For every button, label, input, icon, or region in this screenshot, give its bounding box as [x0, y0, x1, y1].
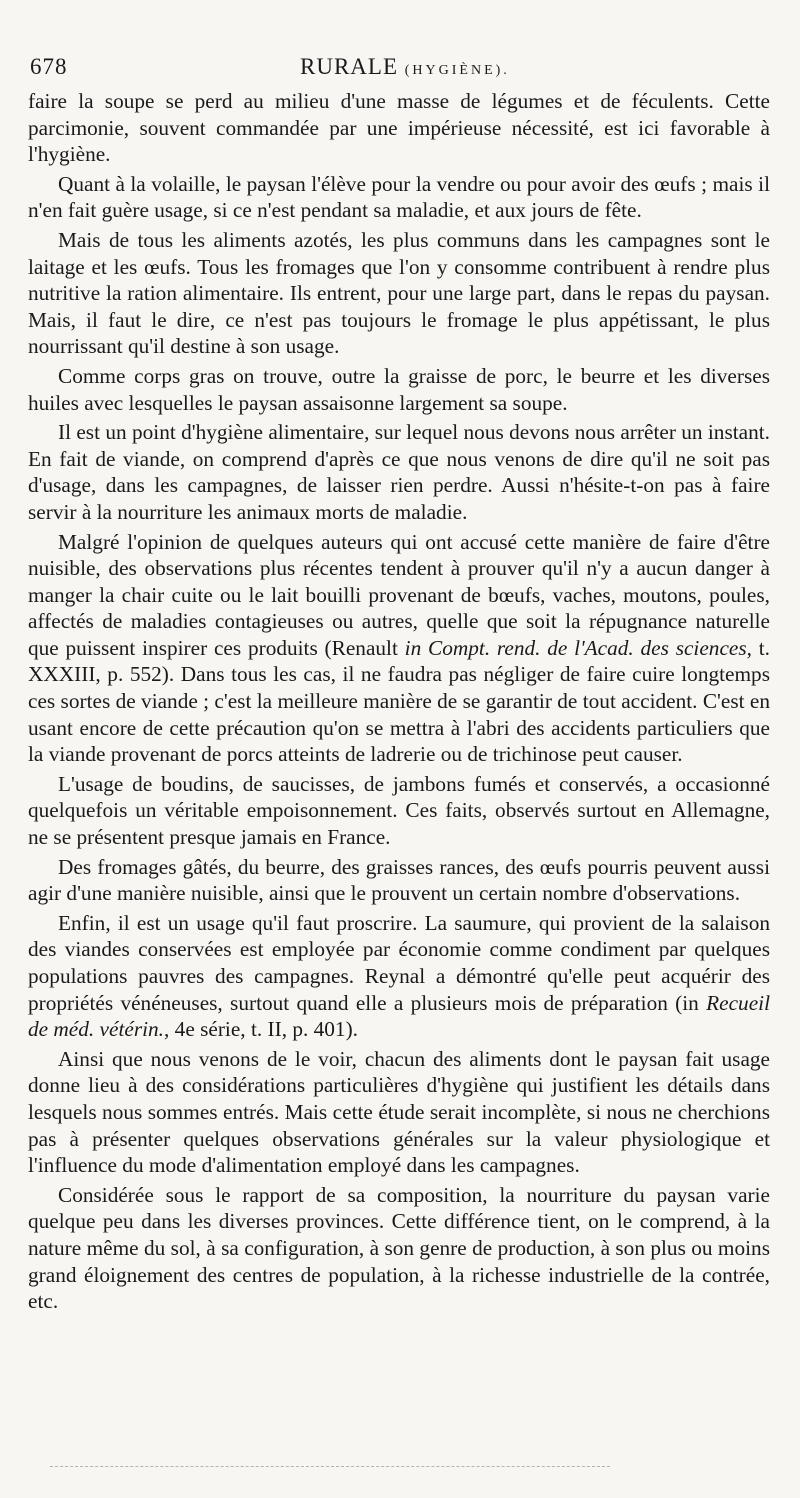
paragraph-text: Il est un point d'hygiène alimentaire, sur lequel nous devons nous arrêter un instant. En fait de viande, on comprend d'après ce que nous venons de dire qu'il ne soit pas d'usage, dans les campagnes, de laisser rien perdre. Aussi n'hésite-t-on pas à faire servir à la nourriture les animaux morts de maladie.	[28, 420, 770, 524]
paragraph-text: Ainsi que nous venons de le voir, chacun des aliments dont le paysan fait usage donne lieu à des considérations particulières d'hygiène qui justifient les détails dans lesquels nous sommes entrés. Mais cette étude serait incomplète, si nous ne cherchions pas à présenter quelques observations générales sur la valeur physiologique et l'influence du mode d'alimentation employé dans les campagnes.	[28, 1046, 770, 1178]
paragraph-text: Considérée sous le rapport de sa composition, la nourriture du paysan varie quelque peu dans les diverses provinces. Cette différence tient, on le comprend, à la nature même du sol, à sa configuration, à son genre de production, à son plus ou moins grand éloignement des centres de population, à la richesse industrielle de la contrée, etc.	[28, 1182, 770, 1314]
paragraph	[28, 227, 770, 360]
paragraph	[28, 419, 770, 525]
paragraph	[28, 854, 770, 907]
paragraph-text: , t. XXXIII, p. 552). Dans tous les cas, il ne faudra pas négliger de faire cuire longtemps ces sortes de viande ; c'est la meilleure manière de se garantir de tout accident. C'est en usant encore de cette précaution qu'on se mettra à l'abri des accidents particuliers que la viande provenant de porcs atteints de ladrerie ou de trichinose peut causer.	[28, 635, 771, 767]
paragraph	[28, 363, 770, 416]
document-page	[28, 48, 770, 1315]
paragraph-text: Mais de tous les aliments azotés, les plus communs dans les campagnes sont le laitage et les œufs. Tous les fromages que l'on y consomme contribuent à rendre plus nutritive la ration alimentaire. Ils entrent, pour une large part, dans le repas du paysan. Mais, il faut le dire, ce n'est pas toujours le fromage le plus appétissant, le plus nourrissant qu'il destine à son usage.	[28, 227, 770, 359]
running-title: RURALE	[300, 54, 398, 79]
paragraph-text: Malgré l'opinion de quelques auteurs qui ont accusé cette manière de faire d'être nuisible, des observations plus récentes tendent à prouver qu'il n'y a aucun danger à manger la chair cuite ou le lait bouilli provenant de bœufs, vaches, moutons, poules, affectés de maladies contagieuses ou autres, quelle que soit la répugnance naturelle que puissent inspirer ces produits (Renault	[28, 529, 770, 660]
page-number: 678	[30, 54, 68, 79]
running-subtitle: (HYGIÈNE).	[404, 63, 510, 78]
paragraph-text: Enfin, il est un usage qu'il faut proscrire. La saumure, qui provient de la salaison des viandes conservées est employée par économie comme condiment par quelques populations pauvres des campagnes. Reynal a démontré qu'elle peut acquérir des propriétés vénéneuses, surtout quand elle a plusieurs mois de préparation (in	[28, 910, 770, 1015]
paragraph-text: Quant à la volaille, le paysan l'élève pour la vendre ou pour avoir des œufs ; mais il n'en fait guère usage, si ce n'est pendant sa maladie, et aux jours de fête.	[28, 171, 770, 223]
paragraph-text: , 4e série, t. II, p. 401).	[164, 1017, 358, 1042]
body-text	[28, 88, 770, 1315]
paragraph-text: Comme corps gras on trouve, outre la graisse de porc, le beurre et les diverses huiles avec lesquelles le paysan assaisonne largement sa soupe.	[28, 363, 770, 415]
paragraph	[28, 171, 770, 224]
paragraph	[28, 1182, 770, 1315]
paragraph-text: L'usage de boudins, de saucisses, de jambons fumés et conservés, a occasionné quelquefois un véritable empoisonnement. Ces faits, observés surtout en Allemagne, ne se présentent presque jamais en France.	[28, 771, 770, 850]
page-header	[28, 48, 770, 88]
paragraph-text: faire la soupe se perd au milieu d'une masse de légumes et de féculents. Cette parcimonie, souvent commandée par une impérieuse nécessité, est ici favorable à l'hygiène.	[28, 89, 770, 167]
citation-italic: Recueil de méd. vétérin.	[28, 990, 770, 1042]
paragraph	[28, 771, 770, 851]
citation-italic: in Compt. rend. de l'Acad. des sciences	[404, 635, 747, 660]
paragraph	[28, 88, 770, 168]
paragraph-text: Des fromages gâtés, du beurre, des graisses rances, des œufs pourris peuvent aussi agir d'une manière nuisible, ainsi que le prouvent un certain nombre d'observations.	[28, 854, 770, 906]
paragraph	[28, 1046, 770, 1179]
bottom-rule	[50, 1466, 610, 1467]
paragraph	[28, 529, 770, 768]
paragraph	[28, 910, 770, 1043]
running-head	[300, 54, 510, 80]
